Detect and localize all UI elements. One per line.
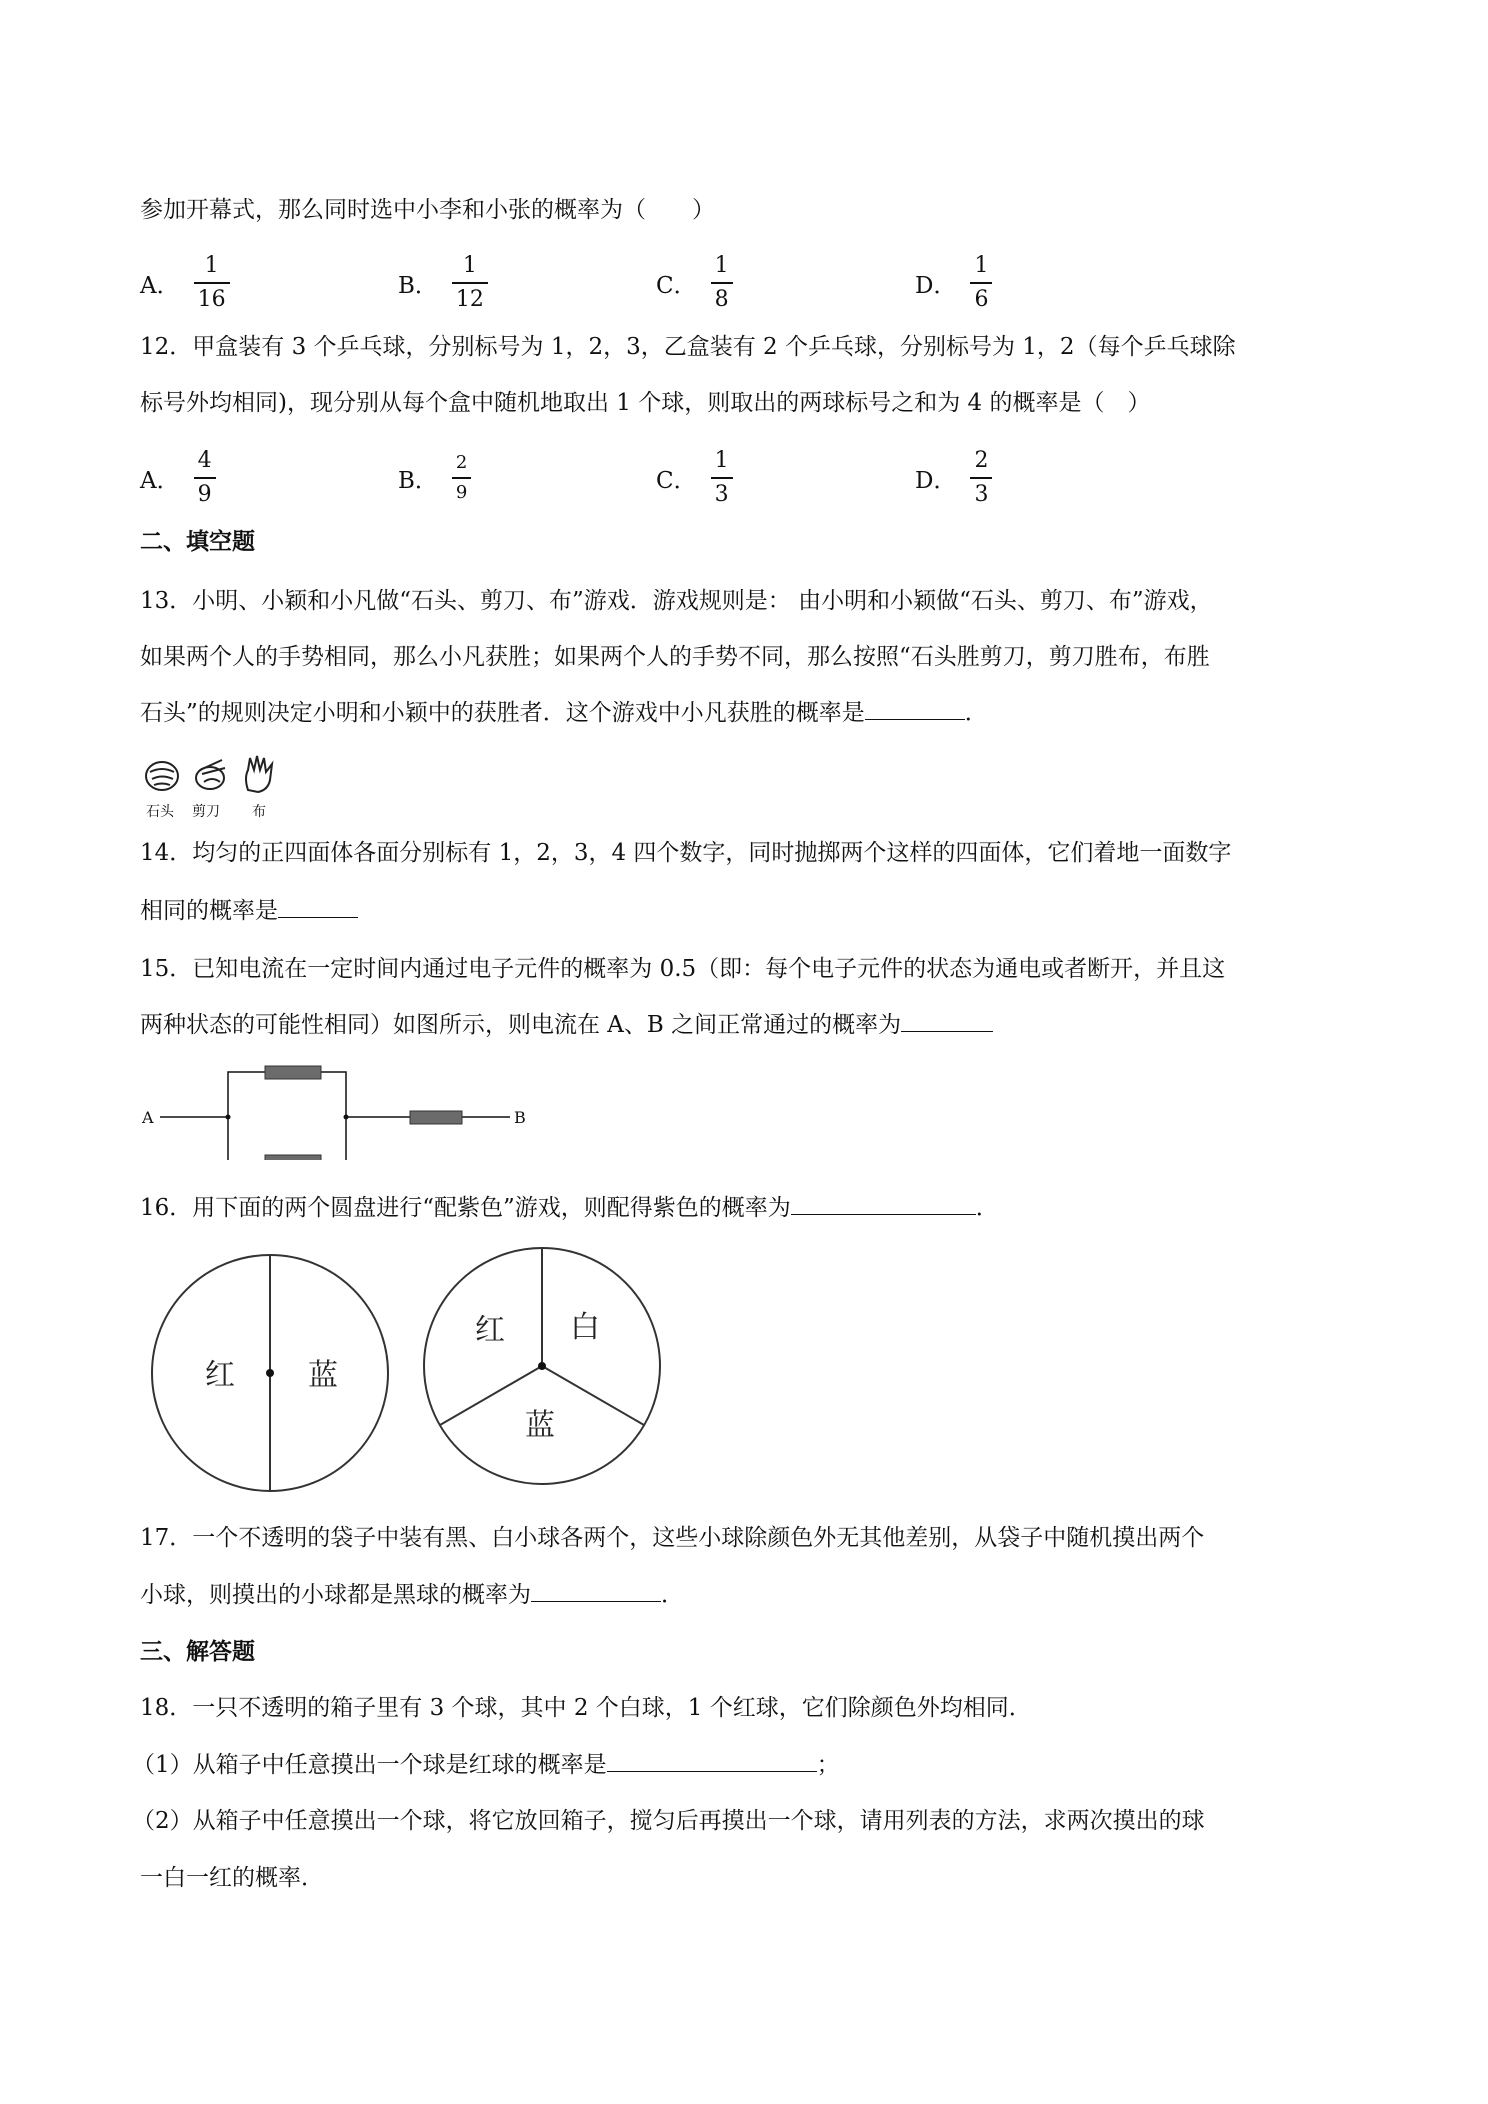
rock-icon <box>146 762 178 790</box>
fraction: $\frac{1}{6}$ <box>970 252 992 314</box>
spinner-figure <box>140 1245 680 1500</box>
answer-blank[interactable] <box>607 1749 817 1772</box>
q18-stem: 18．一只不透明的箱子里有 3 个球，其中 2 个白球，1 个红球，它们除颜色外均相同． <box>140 1695 1032 1721</box>
q12-option-c[interactable]: C． $\frac{1}{3}$ <box>656 438 733 518</box>
answer-blank[interactable] <box>531 1579 661 1602</box>
q14-stem-line2: 相同的概率是 <box>140 895 358 926</box>
q12-option-b[interactable]: B． $\frac{2}{9}$ <box>398 438 471 518</box>
terminal-a-label: A <box>142 1108 154 1127</box>
q17-stem-line2: 小球，则摸出的小球都是黑球的概率为 ． <box>140 1579 684 1610</box>
scissors-icon <box>196 760 225 789</box>
disk2-white-label: 白 <box>570 1310 600 1345</box>
disk1-blue-label: 蓝 <box>308 1358 338 1393</box>
section-heading-solve: 三、解答题 <box>140 1639 255 1665</box>
answer-blank[interactable] <box>901 1009 993 1032</box>
answer-blank[interactable] <box>791 1192 976 1215</box>
gesture-label-scissors: 剪刀 <box>192 804 220 820</box>
disk2-red-label: 红 <box>475 1313 505 1348</box>
fraction: $\frac{1}{16}$ <box>194 252 230 314</box>
fraction: $\frac{1}{8}$ <box>711 252 733 314</box>
q18-part1: （1）从箱子中任意摸出一个球是红球的概率是 ； <box>132 1749 840 1780</box>
q18-part2: （2）从箱子中任意摸出一个球，将它放回箱子，搅匀后再摸出一个球，请用列表的方法，求两次摸出的球 <box>132 1808 1205 1834</box>
q14-stem-line1: 14．均匀的正四面体各面分别标有 1，2，3，4 四个数字，同时抛掷两个这样的四面体，它们着地一面数字 <box>140 840 1232 866</box>
disk1-red-label: 红 <box>205 1358 235 1393</box>
gesture-figure <box>140 752 290 822</box>
q12-option-d[interactable]: D． $\frac{2}{3}$ <box>915 438 992 518</box>
q13-stem-line3: 石头”的规则决定小明和小颖中的获胜者．这个游戏中小凡获胜的概率是 ． <box>140 697 988 728</box>
q11-option-c[interactable]: C． $\frac{1}{8}$ <box>656 243 733 323</box>
fraction: $\frac{2}{9}$ <box>452 451 471 505</box>
fraction: $\frac{2}{3}$ <box>970 447 992 509</box>
q13-stem-line2: 如果两个人的手势相同，那么小凡获胜；如果两个人的手势不同，那么按照“石头胜剪刀，剪刀胜布，布胜 <box>140 644 1210 670</box>
spinner-disk-2 <box>424 1248 660 1484</box>
resistor-top <box>265 1066 321 1079</box>
q11-stem: 参加开幕式，那么同时选中小李和小张的概率为（ ） <box>140 197 715 223</box>
terminal-b-label: B <box>514 1108 526 1127</box>
disk2-blue-label: 蓝 <box>525 1408 555 1443</box>
q11-option-b[interactable]: B． $\frac{1}{12}$ <box>398 243 488 323</box>
q16-stem: 16．用下面的两个圆盘进行“配紫色”游戏，则配得紫色的概率为 ． <box>140 1192 999 1223</box>
q11-options <box>140 243 1340 323</box>
q12-options <box>140 438 1340 518</box>
q15-stem-line1: 15．已知电流在一定时间内通过电子元件的概率为 0.5（即：每个电子元件的状态为通电或者断开，并且这 <box>140 956 1226 982</box>
gesture-label-rock: 石头 <box>146 804 174 820</box>
q13-stem-line1: 13．小明、小颖和小凡做“石头、剪刀、布”游戏．游戏规则是： 由小明和小颖做“石头、剪刀、布”游戏， <box>140 588 1213 614</box>
q17-stem-line1: 17．一个不透明的袋子中装有黑、白小球各两个，这些小球除颜色外无其他差别，从袋子中随机摸出两个 <box>140 1525 1205 1551</box>
fraction: $\frac{1}{3}$ <box>711 447 733 509</box>
gesture-label-paper: 布 <box>252 804 266 820</box>
junction-left <box>226 1115 231 1120</box>
paper-icon <box>246 756 272 792</box>
q15-stem-line2: 两种状态的可能性相同）如图所示，则电流在 A、B 之间正常通过的概率为 <box>140 1009 993 1040</box>
section-heading-fill-in: 二、填空题 <box>140 529 255 555</box>
hand-gestures-icon <box>140 752 290 822</box>
q18-part2-cont: 一白一红的概率． <box>140 1865 324 1891</box>
q11-option-a[interactable]: A． $\frac{1}{16}$ <box>140 243 230 323</box>
resistor-series <box>410 1111 462 1124</box>
spinner-disk-1 <box>152 1255 388 1491</box>
junction-right <box>344 1115 349 1120</box>
fraction: $\frac{4}{9}$ <box>194 447 216 509</box>
q12-stem-line1: 12．甲盒装有 3 个乒乓球，分别标号为 1，2，3，乙盒装有 2 个乒乓球，分别标号为 1，2（每个乒乓球除 <box>140 334 1236 360</box>
q11-option-d[interactable]: D． $\frac{1}{6}$ <box>915 243 992 323</box>
circuit-diagram <box>140 1060 540 1160</box>
q12-option-a[interactable]: A． $\frac{4}{9}$ <box>140 438 216 518</box>
resistor-bottom <box>265 1155 321 1160</box>
fraction: $\frac{1}{12}$ <box>452 252 488 314</box>
q12-stem-line2: 标号外均相同)，现分别从每个盒中随机地取出 1 个球，则取出的两球标号之和为 4 的概率是（ ） <box>140 390 1151 416</box>
answer-blank[interactable] <box>865 697 965 720</box>
answer-blank[interactable] <box>278 895 358 918</box>
